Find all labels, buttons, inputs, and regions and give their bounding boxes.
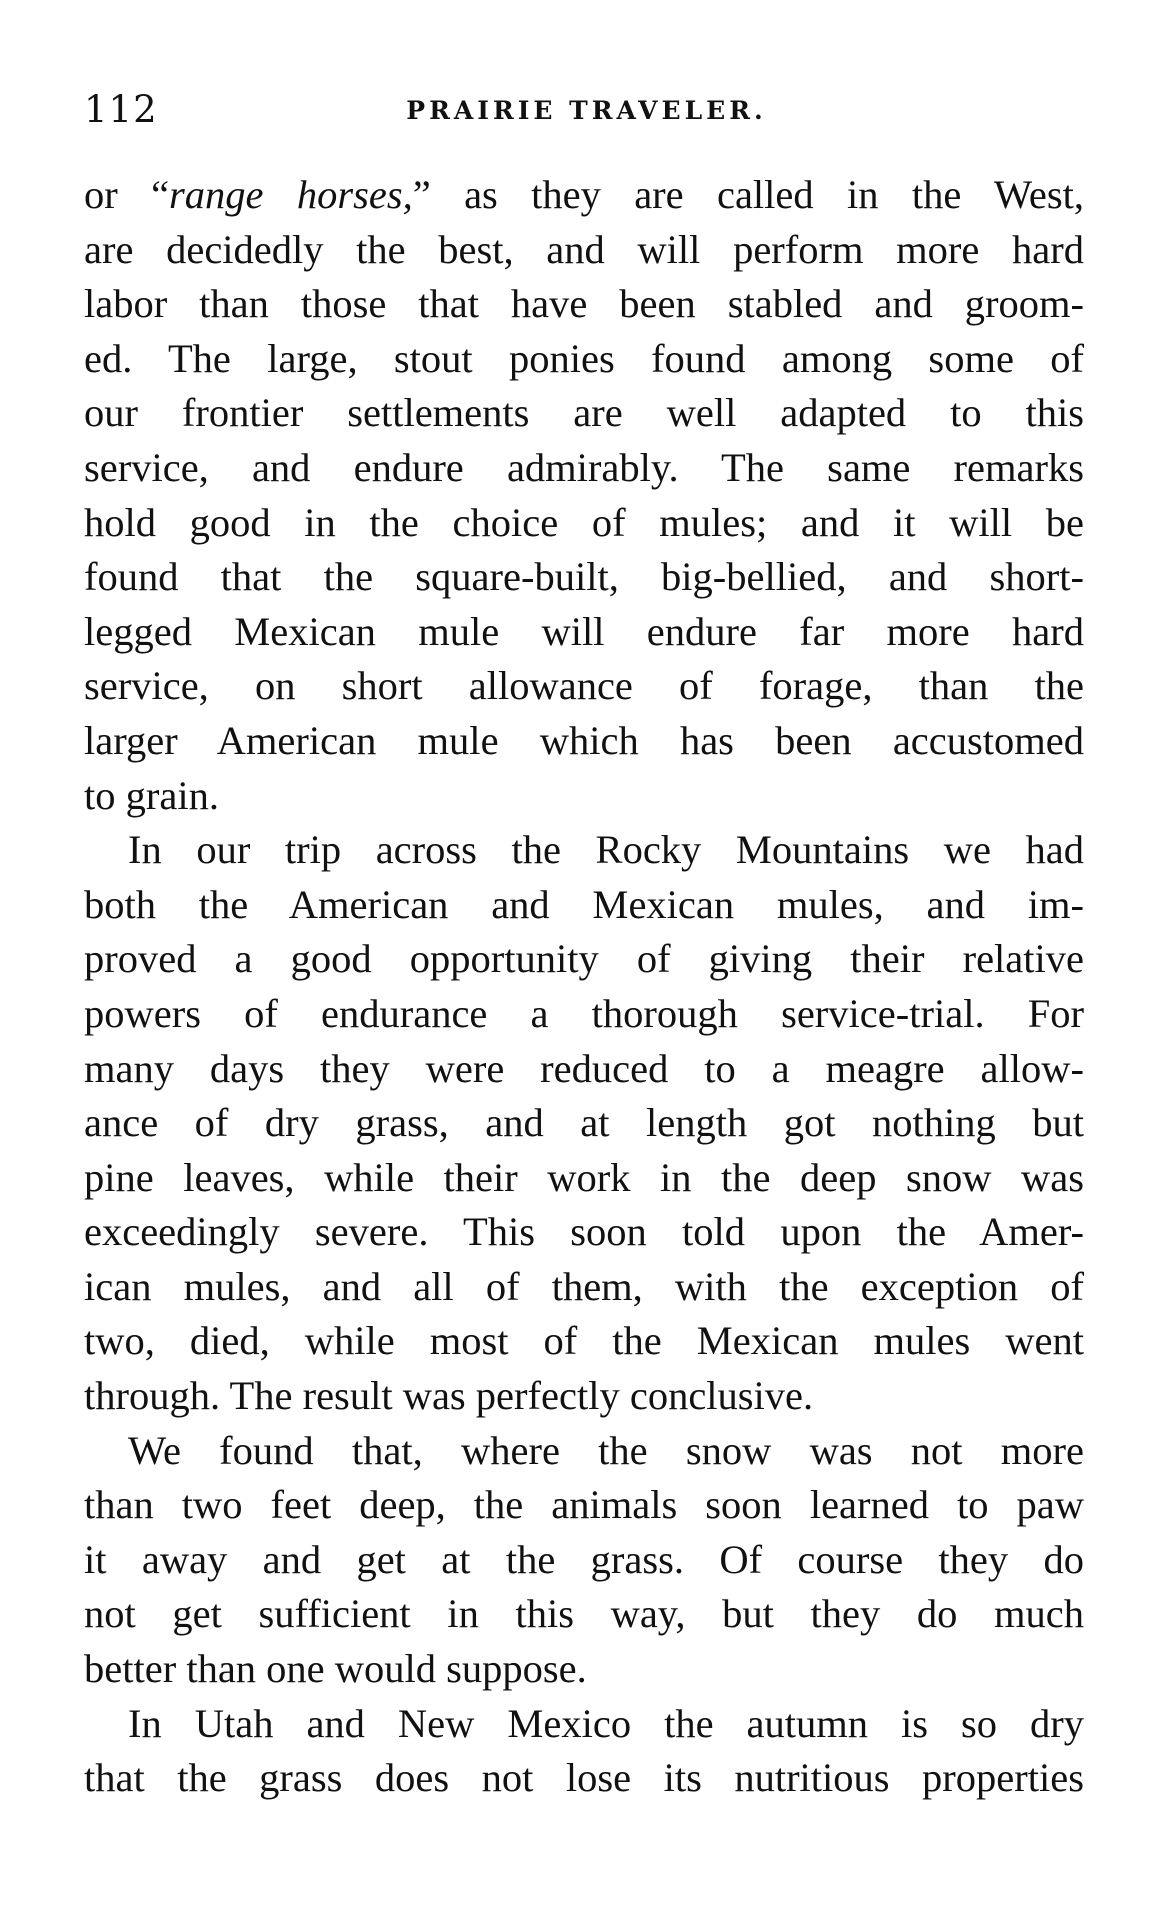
text-line: exceedingly severe. This soon told upon the Amer- [84,1209,1084,1255]
text-line: legged Mexican mule will endure far more hard [84,608,1084,654]
page-number: 112 [84,88,158,131]
text-line: pine leaves, while their work in the deep snow was [84,1154,1084,1200]
text-line: two, died, while most of the Mexican mules went [84,1318,1084,1364]
text-line: proved a good opportunity of giving their relative [84,936,1084,982]
italic-phrase: range horses, [169,172,413,217]
text-line: found that the square-built, big-bellied, and short- [84,554,1084,600]
text-line: our frontier settlements are well adapted to this [84,390,1084,436]
text-line: through. The result was perfectly conclusive. [84,1373,814,1419]
page-header [84,88,1089,138]
text-line: service, and endure admirably. The same remarks [84,444,1084,490]
text-line: both the American and Mexican mules, and im- [84,881,1084,927]
text-line: larger American mule which has been accustomed [84,717,1084,763]
text-line: service, on short allowance of forage, than the [84,663,1084,709]
text-line: than two feet deep, the animals soon learned to paw [84,1482,1084,1528]
text-fragment: or “ [84,172,170,217]
text-line: ican mules, and all of them, with the exception of [84,1263,1084,1309]
text-line: powers of endurance a thorough service-trial. For [84,990,1084,1036]
text-line: are decidedly the best, and will perform more hard [84,226,1084,272]
text-line: many days they were reduced to a meagre allow- [84,1045,1084,1091]
text-line: In Utah and New Mexico the autumn is so dry [128,1700,1084,1746]
running-title: PRAIRIE TRAVELER. [406,96,767,125]
body-text [84,168,1084,1806]
text-line: In our trip across the Rocky Mountains we had [128,827,1084,873]
text-line [84,168,1084,223]
text-fragment: ” as they are called in the West, [412,172,1084,217]
text-line: it away and get at the grass. Of course they do [84,1536,1084,1582]
text-line: hold good in the choice of mules; and it will be [84,499,1084,545]
text-line: ance of dry grass, and at length got nothing but [84,1100,1084,1146]
text-line: that the grass does not lose its nutritious properties [84,1755,1084,1801]
text-line: labor than those that have been stabled and groom- [84,281,1084,327]
text-line: to grain. [84,772,219,818]
text-line: We found that, where the snow was not more [128,1427,1084,1473]
text-line: not get sufficient in this way, but they do much [84,1591,1084,1637]
text-line: ed. The large, stout ponies found among some of [84,335,1084,381]
text-line: better than one would suppose. [84,1646,587,1692]
